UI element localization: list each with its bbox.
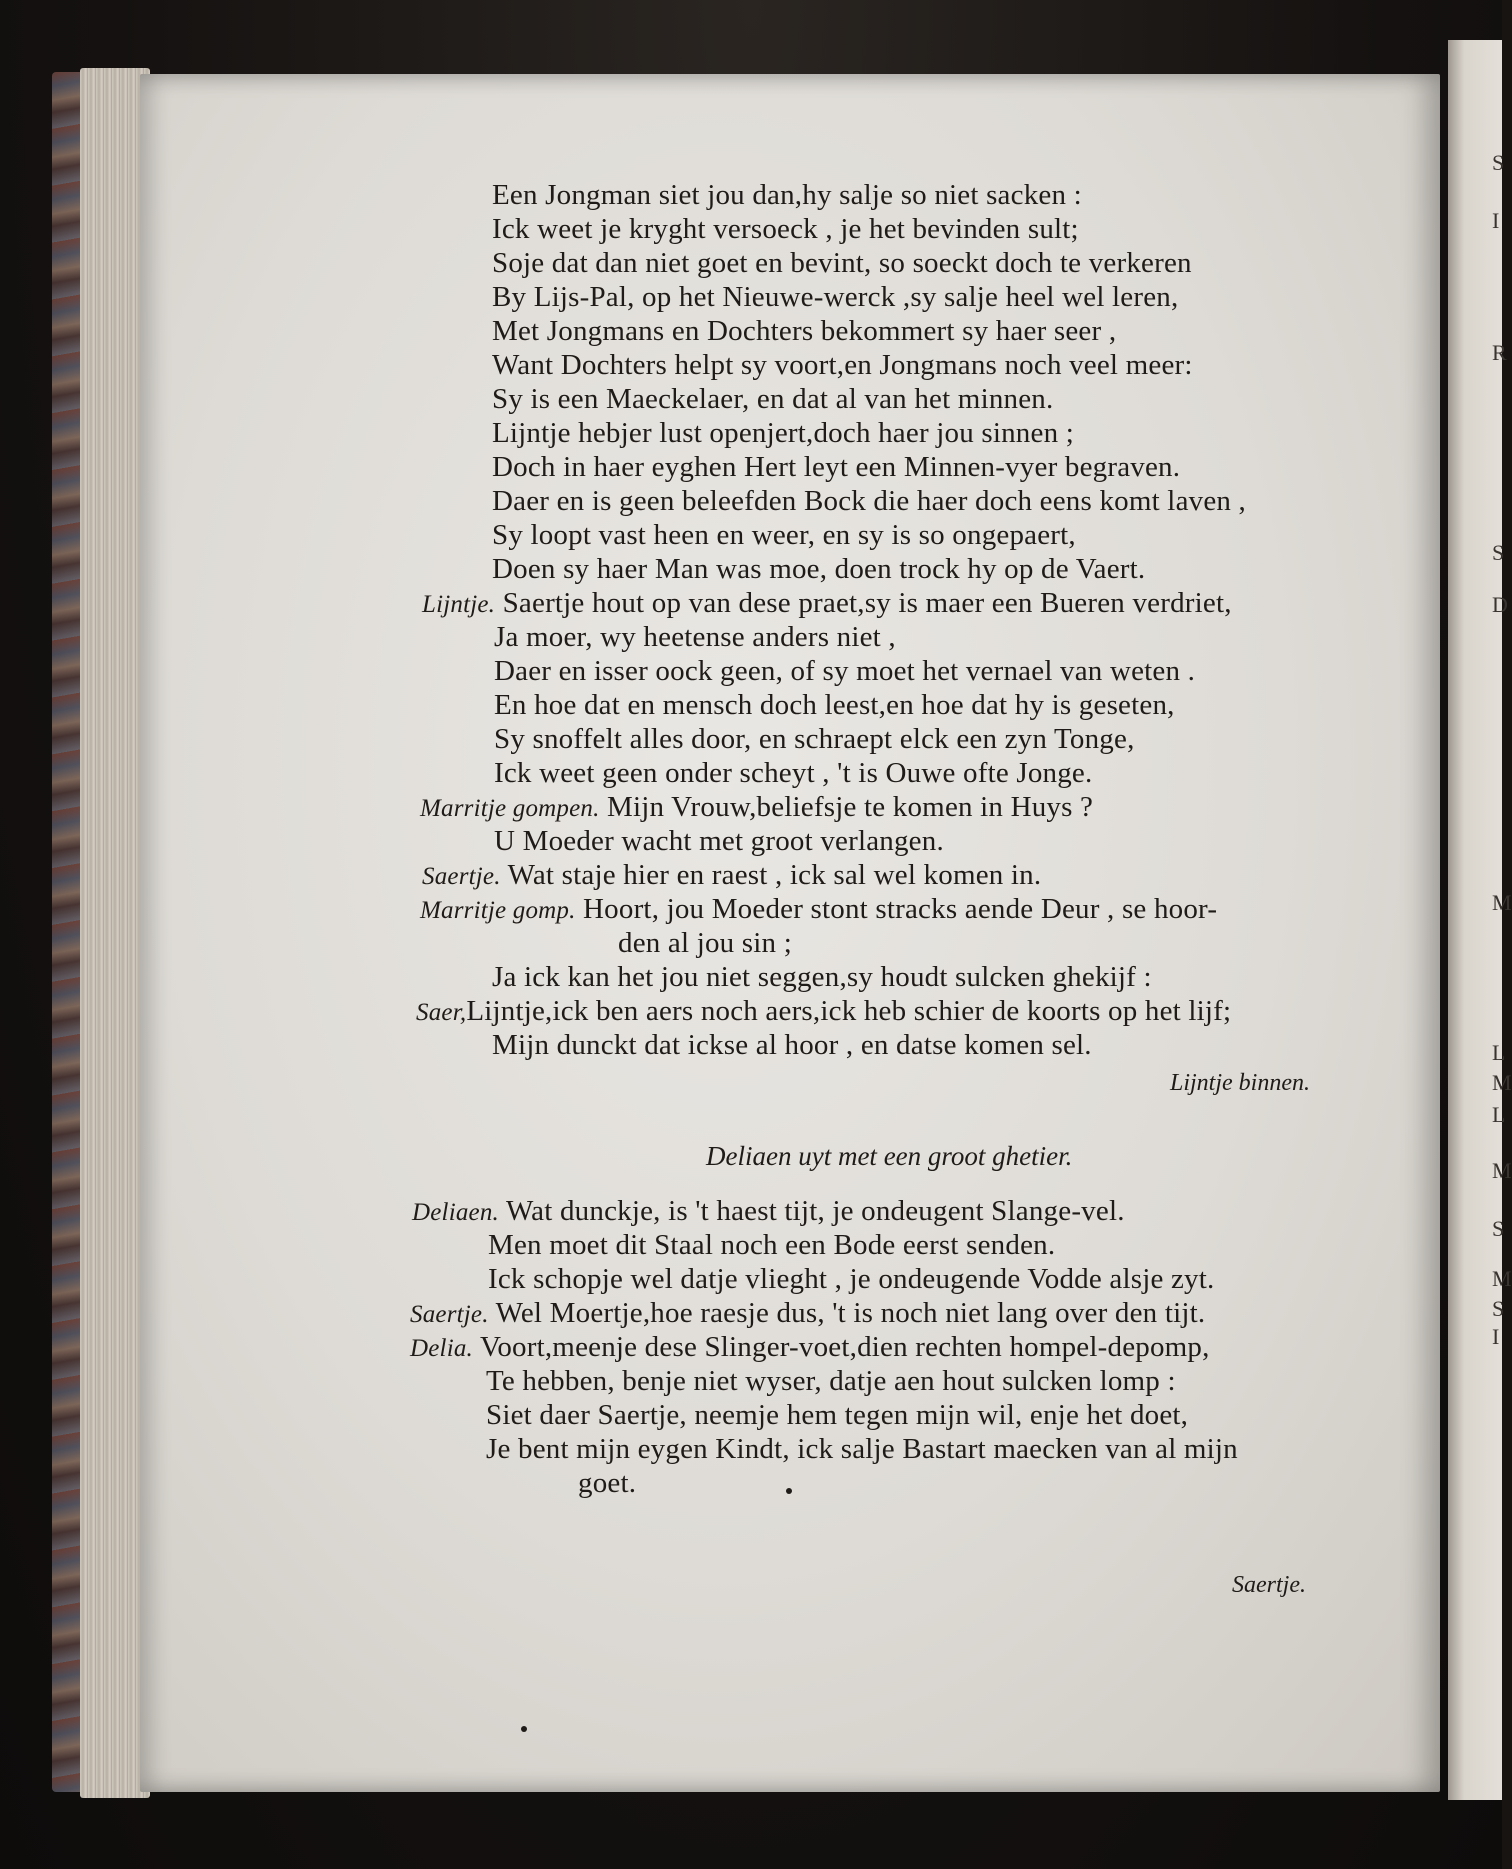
facing-page-glyph: I bbox=[1492, 1324, 1500, 1349]
facing-page-glyph: S bbox=[1492, 540, 1505, 565]
verse-line bbox=[578, 1466, 636, 1500]
facing-page-glyph: D bbox=[1492, 592, 1508, 617]
verse-line bbox=[492, 552, 1145, 586]
speaker-name: Saer, bbox=[416, 999, 467, 1026]
verse-text: Soje dat dan niet goet en bevint, so soeckt doch te verkeren bbox=[492, 247, 1192, 279]
verse-text: den al jou sin ; bbox=[618, 927, 792, 959]
verse-line bbox=[494, 756, 1092, 790]
verse-line bbox=[412, 1194, 1125, 1230]
speaker-name: Lijntje. bbox=[422, 591, 496, 618]
verse-line bbox=[492, 348, 1193, 382]
verse-line bbox=[494, 654, 1195, 688]
verse-text: Lijntje hebjer lust openjert,doch haer jou sinnen ; bbox=[492, 417, 1074, 449]
verse-text: Ja ick kan het jou niet seggen,sy houdt sulcken ghekijf : bbox=[492, 961, 1152, 993]
verse-line bbox=[422, 858, 1041, 894]
page-text bbox=[140, 74, 1440, 1792]
verse-line bbox=[492, 246, 1192, 280]
speaker-name: Delia. bbox=[410, 1335, 473, 1362]
verse-line bbox=[492, 280, 1178, 314]
verse-text: Men moet dit Staal noch een Bode eerst senden. bbox=[488, 1229, 1056, 1261]
facing-page-glyph: L bbox=[1492, 1040, 1506, 1065]
facing-page-sliver bbox=[1448, 40, 1512, 1800]
ink-speck bbox=[521, 1726, 527, 1732]
verse-text: Want Dochters helpt sy voort,en Jongmans noch veel meer: bbox=[492, 349, 1193, 381]
verse-text: Een Jongman siet jou dan,hy salje so niet sacken : bbox=[492, 179, 1082, 211]
verse-line bbox=[494, 722, 1135, 756]
verse-text: Wat staje hier en raest , ick sal wel komen in. bbox=[507, 859, 1042, 891]
verse-text: goet. bbox=[578, 1467, 637, 1499]
verse-text: Daer en is geen beleefden Bock die haer doch eens komt laven , bbox=[492, 485, 1247, 517]
facing-page-glyph: M bbox=[1492, 890, 1512, 915]
speaker-name: Saertje. bbox=[422, 863, 501, 890]
book-page bbox=[140, 74, 1440, 1792]
facing-page-glyph: R bbox=[1492, 340, 1507, 365]
verse-line bbox=[492, 212, 1079, 246]
speaker-name: Deliaen. bbox=[412, 1199, 499, 1226]
verse-line bbox=[492, 1028, 1092, 1062]
facing-page-glyph: M bbox=[1492, 1266, 1512, 1291]
verse-text: Siet daer Saertje, neemje hem tegen mijn wil, enje het doet, bbox=[486, 1399, 1189, 1431]
verse-line bbox=[492, 382, 1053, 416]
verse-line bbox=[492, 450, 1180, 484]
stage-direction-exit: Lijntje binnen. bbox=[1170, 1070, 1310, 1096]
verse-text: Ick schopje wel datje vlieght , je ondeugende Vodde alsje zyt. bbox=[488, 1263, 1215, 1295]
verse-text: Hoort, jou Moeder stont stracks aende Deur , se hoor- bbox=[583, 893, 1218, 925]
verse-line bbox=[488, 1262, 1214, 1296]
verse-line bbox=[486, 1398, 1188, 1432]
facing-page-glyph: L bbox=[1492, 1102, 1506, 1127]
verse-line bbox=[488, 1228, 1055, 1262]
facing-page-glyph: S bbox=[1492, 1296, 1505, 1321]
verse-text: Wel Moertje,hoe raesje dus, 't is noch niet lang over den tijt. bbox=[495, 1297, 1206, 1329]
verse-line bbox=[420, 790, 1093, 826]
verse-line bbox=[420, 892, 1217, 928]
verse-text: Je bent mijn eygen Kindt, ick salje Bastart maecken van al mijn bbox=[486, 1433, 1238, 1465]
facing-page-glyph: M bbox=[1492, 1070, 1512, 1095]
verse-text: Ick weet je kryght versoeck , je het bevinden sult; bbox=[492, 213, 1079, 245]
facing-page-glyph: I bbox=[1492, 208, 1500, 233]
scene-heading: Deliaen uyt met een groot ghetier. bbox=[706, 1141, 1073, 1171]
verse-text: Sy is een Maeckelaer, en dat al van het minnen. bbox=[492, 383, 1054, 415]
ink-speck bbox=[786, 1488, 792, 1494]
verse-line bbox=[492, 484, 1246, 518]
verse-text: Mijn Vrouw,beliefsje te komen in Huys ? bbox=[607, 791, 1094, 823]
speaker-name: Marritje gompen. bbox=[420, 795, 600, 822]
verse-line bbox=[494, 688, 1175, 722]
verse-line bbox=[422, 586, 1232, 622]
verse-text: U Moeder wacht met groot verlangen. bbox=[494, 825, 944, 857]
verse-line bbox=[494, 620, 896, 654]
verse-text: Sy snoffelt alles door, en schraept elck een zyn Tonge, bbox=[494, 723, 1135, 755]
verse-text: By Lijs-Pal, op het Nieuwe-werck ,sy salje heel wel leren, bbox=[492, 281, 1179, 313]
catchword: Saertje. bbox=[1232, 1572, 1306, 1598]
facing-page-glyph: S bbox=[1492, 150, 1505, 175]
verse-text: Saertje hout op van dese praet,sy is maer een Bueren verdriet, bbox=[502, 587, 1232, 619]
verse-line bbox=[494, 824, 944, 858]
verse-text: Mijn dunckt dat ickse al hoor , en datse komen sel. bbox=[492, 1029, 1092, 1061]
verse-text: En hoe dat en mensch doch leest,en hoe dat hy is geseten, bbox=[494, 689, 1175, 721]
verse-line bbox=[618, 926, 792, 960]
verse-line bbox=[492, 314, 1116, 348]
verse-text: Doch in haer eyghen Hert leyt een Minnen-vyer begraven. bbox=[492, 451, 1181, 483]
verse-line bbox=[416, 994, 1231, 1030]
speaker-name: Marritje gomp. bbox=[420, 897, 576, 924]
verse-line bbox=[492, 960, 1152, 994]
verse-line bbox=[410, 1296, 1205, 1332]
verse-text: Sy loopt vast heen en weer, en sy is so ongepaert, bbox=[492, 519, 1076, 551]
verse-line bbox=[486, 1432, 1238, 1466]
verse-text: Lijntje,ick ben aers noch aers,ick heb schier de koorts op het lijf; bbox=[466, 995, 1232, 1027]
verse-text: Ick weet geen onder scheyt , 't is Ouwe ofte Jonge. bbox=[494, 757, 1093, 789]
verse-line bbox=[492, 178, 1082, 212]
verse-line bbox=[410, 1330, 1210, 1366]
verse-text: Daer en isser oock geen, of sy moet het vernael van weten . bbox=[494, 655, 1196, 687]
verse-text: Doen sy haer Man was moe, doen trock hy op de Vaert. bbox=[492, 553, 1146, 585]
speaker-name: Saertje. bbox=[410, 1301, 489, 1328]
verse-line bbox=[492, 416, 1074, 450]
verse-text: Met Jongmans en Dochters bekommert sy haer seer , bbox=[492, 315, 1117, 347]
verse-text: Wat dunckje, is 't haest tijt, je ondeugent Slange-vel. bbox=[505, 1195, 1125, 1227]
facing-page-glyph: M bbox=[1492, 1158, 1512, 1183]
verse-text: Ja moer, wy heetense anders niet , bbox=[494, 621, 896, 653]
verse-line bbox=[492, 518, 1076, 552]
facing-page-glyph: S bbox=[1492, 1216, 1505, 1241]
verse-text: Te hebben, benje niet wyser, datje aen hout sulcken lomp : bbox=[486, 1365, 1176, 1397]
verse-line bbox=[486, 1364, 1176, 1398]
verse-text: Voort,meenje dese Slinger-voet,dien rechten hompel-depomp, bbox=[479, 1331, 1210, 1363]
